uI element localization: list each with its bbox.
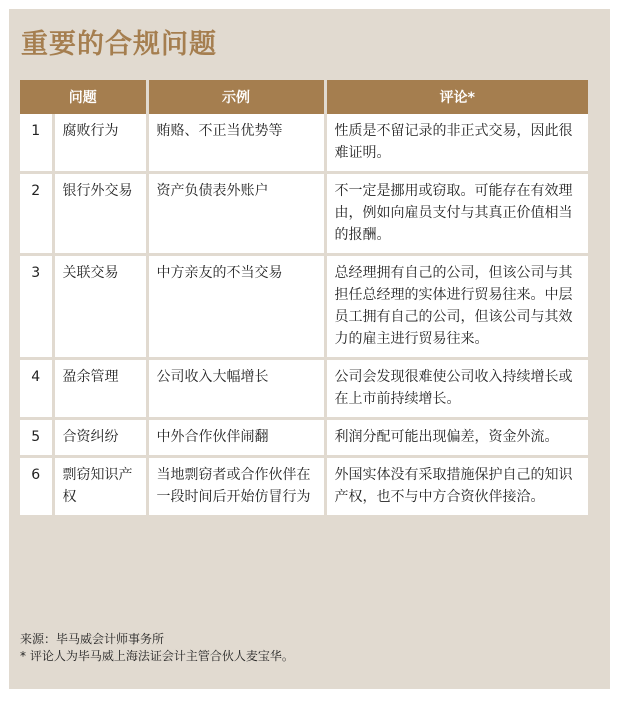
footer-notes <box>20 631 294 665</box>
row-issue: 腐败行为 <box>53 114 147 173</box>
table-row <box>20 173 588 255</box>
table-row <box>20 419 588 457</box>
source-note: 来源：毕马威会计师事务所 <box>20 632 165 646</box>
row-comment: 外国实体没有采取措施保护自己的知识产权，也不与中方合资伙伴接洽。 <box>325 457 588 517</box>
row-number: 1 <box>20 114 53 173</box>
row-example: 公司收入大幅增长 <box>147 359 325 419</box>
table-row <box>20 457 588 517</box>
row-comment: 利润分配可能出现偏差，资金外流。 <box>325 419 588 457</box>
row-comment: 不一定是挪用或窃取。可能存在有效理由，例如向雇员支付与其真正价值相当的报酬。 <box>325 173 588 255</box>
table-row <box>20 114 588 173</box>
row-number: 3 <box>20 255 53 359</box>
row-number: 4 <box>20 359 53 419</box>
row-example: 中外合作伙伴闹翻 <box>147 419 325 457</box>
row-comment: 公司会发现很难使公司收入持续增长或在上市前持续增长。 <box>325 359 588 419</box>
row-number: 6 <box>20 457 53 517</box>
page-title: 重要的合规问题 <box>21 29 217 60</box>
row-issue: 剽窃知识产权 <box>53 457 147 517</box>
row-issue: 关联交易 <box>53 255 147 359</box>
header-issue: 问题 <box>20 80 147 114</box>
row-issue: 盈余管理 <box>53 359 147 419</box>
table-header-row <box>20 80 588 114</box>
header-comment: 评论* <box>325 80 588 114</box>
row-issue: 合资纠纷 <box>53 419 147 457</box>
row-number: 5 <box>20 419 53 457</box>
commentator-note: * 评论人为毕马威上海法证会计主管合伙人麦宝华。 <box>20 649 294 663</box>
table-row <box>20 255 588 359</box>
row-example: 当地剽窃者或合作伙伴在一段时间后开始仿冒行为 <box>147 457 325 517</box>
compliance-table <box>20 80 588 518</box>
row-example: 贿赂、不正当优势等 <box>147 114 325 173</box>
row-issue: 银行外交易 <box>53 173 147 255</box>
row-example: 资产负债表外账户 <box>147 173 325 255</box>
table-row <box>20 359 588 419</box>
row-comment: 性质是不留记录的非正式交易，因此很难证明。 <box>325 114 588 173</box>
row-comment: 总经理拥有自己的公司，但该公司与其担任总经理的实体进行贸易往来。中层员工拥有自己的公司，但该公司与其效力的雇主进行贸易往来。 <box>325 255 588 359</box>
row-number: 2 <box>20 173 53 255</box>
row-example: 中方亲友的不当交易 <box>147 255 325 359</box>
header-example: 示例 <box>147 80 325 114</box>
